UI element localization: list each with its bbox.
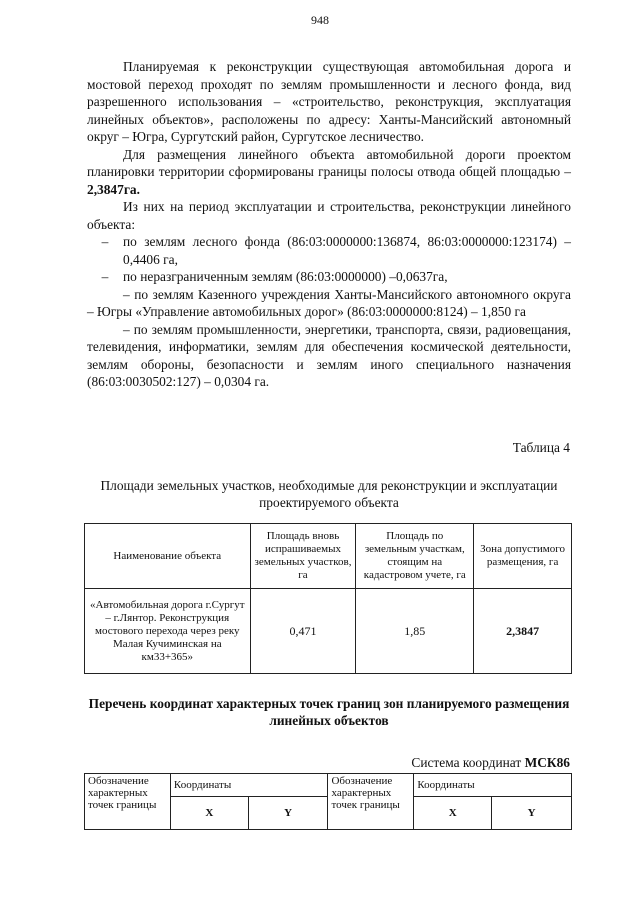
- header-y-right: Y: [492, 797, 572, 830]
- header-object-name: Наименование объекта: [85, 524, 251, 589]
- header-coords-right: Координаты: [414, 774, 572, 797]
- list-item-text: по землям Казенного учреждения Ханты-Мансийского автономного округа – Югры «Управление автомобильных дорог» (86:03:0000000:8124) – 1,850 га: [87, 286, 571, 319]
- list-dash: –: [123, 286, 130, 302]
- coords-header-row: [85, 774, 572, 797]
- paragraph-breakdown-intro: Из них на период эксплуатации и строительства, реконструкции линейного объекта:: [87, 199, 571, 232]
- table-header-row: [85, 524, 572, 589]
- header-zone: Зона допустимого размещения, га: [474, 524, 572, 589]
- table-title: Площади земельных участков, необходимые для реконструкции и эксплуатации проектируемого объекта: [100, 478, 558, 510]
- coords-section-title: Перечень координат характерных точек границ зон планируемого размещения линейных объектов: [88, 696, 570, 728]
- header-x-left: X: [170, 797, 248, 830]
- allotment-area-text: Для размещения линейного объекта автомобильной дороги проектом планировки территории сформированы границы полосы отвода общей площадью –: [87, 146, 571, 179]
- header-point-right: Обозначение характерных точек границы: [328, 774, 414, 830]
- cell-cadastral-area: 1,85: [356, 589, 474, 674]
- coordinates-table: [84, 773, 572, 830]
- paragraph-allotment-area: [87, 146, 571, 199]
- coord-system: [411, 755, 570, 771]
- list-item-text: по землям лесного фонда (86:03:0000000:136874, 86:03:0000000:123174) – 0,4406 га,: [123, 234, 571, 267]
- allotment-area-value: 2,3847га.: [87, 181, 140, 197]
- header-y-left: Y: [248, 797, 328, 830]
- body-text: [87, 58, 571, 391]
- cell-new-area: 0,471: [250, 589, 356, 674]
- list-dash: –: [101, 269, 109, 284]
- list-dash: –: [101, 234, 109, 249]
- header-new-area: Площадь вновь испрашиваемых земельных участков, га: [250, 524, 356, 589]
- table-caption: Таблица 4: [512, 440, 570, 455]
- list-item-undivided-lands: [87, 268, 571, 286]
- page-number: 948: [311, 13, 329, 27]
- list-item-forest-lands: [87, 233, 571, 268]
- table-row: [85, 589, 572, 674]
- header-coords-left: Координаты: [170, 774, 328, 797]
- cell-object-name: «Автомобильная дорога г.Сургут – г.Лянтор. Реконструкция мостового перехода через реку Малая Кучиминская на км33+365»: [85, 589, 251, 674]
- coord-system-name: МСК86: [524, 755, 570, 770]
- cell-zone: 2,3847: [474, 589, 572, 674]
- paragraph-road-description: Планируемая к реконструкции существующая автомобильная дорога и мостовой переход проходят по землям промышленности и лесного фонда, вид разрешенного использования – «строительство, реконструкция, эксплуатация линейных объектов», расположены по адресу: Ханты-Мансийский автономный округ – Югра, Сургутский район, Сургутское лесничество.: [87, 59, 571, 144]
- list-item-road-authority: [87, 286, 571, 321]
- header-cadastral-area: Площадь по земельным участкам, стоящим на кадастровом учете, га: [356, 524, 474, 589]
- list-item-text: по неразграниченным землям (86:03:0000000) –0,0637га,: [123, 269, 448, 284]
- coord-system-label: Система координат: [411, 755, 525, 770]
- header-point-left: Обозначение характерных точек границы: [85, 774, 171, 830]
- header-x-right: X: [414, 797, 492, 830]
- land-areas-table: [84, 523, 572, 674]
- list-item-industry-lands: – по землям промышленности, энергетики, транспорта, связи, радиовещания, телевидения, информатики, землям для обеспечения космической деятельности, землям обороны, безопасности и землям иного специального назначения (86:03:0030502:127) – 0,0304 га.: [87, 321, 571, 389]
